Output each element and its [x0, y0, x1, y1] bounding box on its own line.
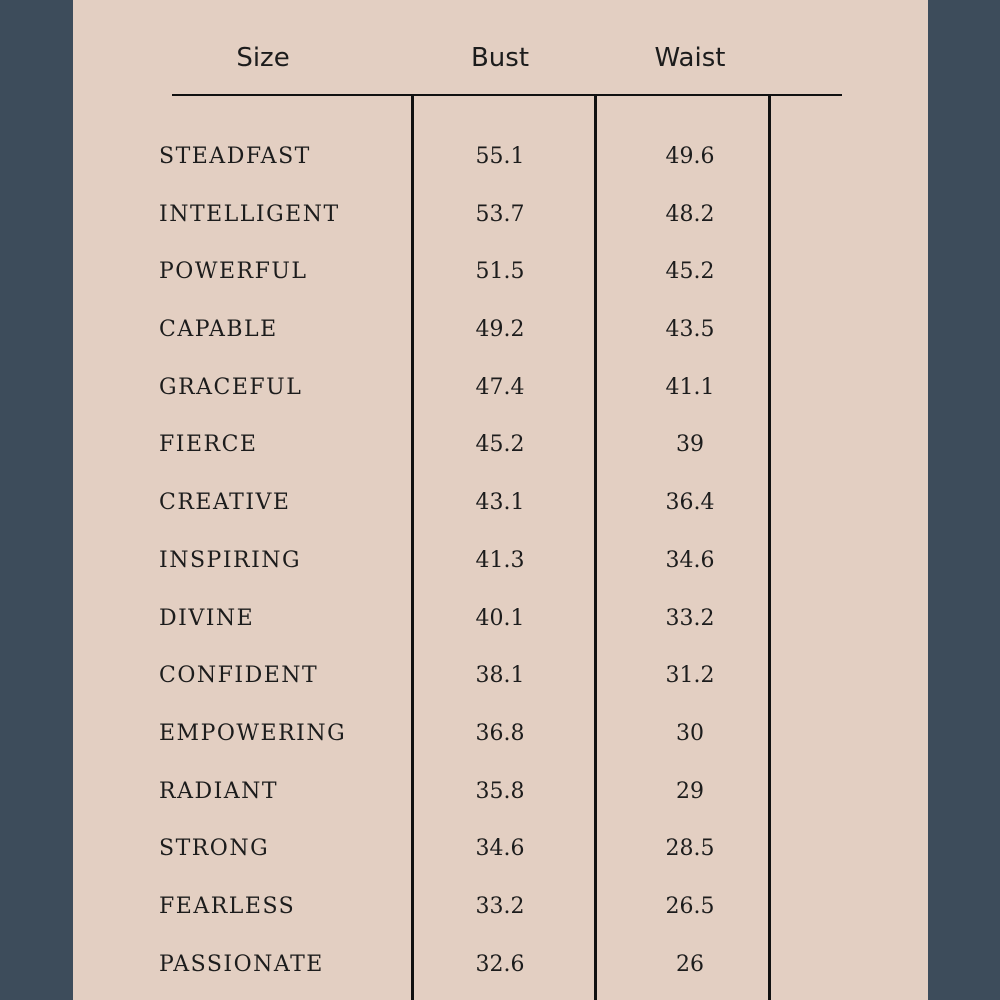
size-name-cell: DIVINE: [159, 605, 255, 631]
bust-value-cell: 36.8: [475, 720, 525, 746]
table-row: [0, 128, 1000, 186]
header-divider: [172, 94, 842, 96]
waist-value-cell: 43.5: [665, 317, 715, 343]
bust-value-cell: 43.1: [475, 490, 525, 516]
size-name-cell: STEADFAST: [159, 144, 311, 169]
size-name-cell: CAPABLE: [159, 317, 278, 343]
table-row: [0, 705, 1000, 763]
table-row: [0, 186, 1000, 244]
size-name-cell: PASSIONATE: [159, 951, 324, 977]
waist-value-cell: 29: [676, 778, 704, 804]
column-header-size: Size: [236, 43, 290, 73]
size-name-cell: CREATIVE: [159, 490, 291, 516]
size-name-cell: CONFIDENT: [159, 663, 319, 689]
bust-value-cell: 47.4: [475, 374, 525, 400]
waist-value-cell: 30: [676, 720, 704, 746]
bust-value-cell: 55.1: [475, 144, 525, 169]
table-row: [0, 763, 1000, 821]
bust-value-cell: 40.1: [475, 605, 525, 631]
waist-value-cell: 39: [676, 432, 704, 458]
table-row: [0, 820, 1000, 878]
waist-value-cell: 31.2: [665, 663, 715, 689]
size-name-cell: FIERCE: [159, 432, 258, 458]
waist-value-cell: 34.6: [665, 547, 715, 573]
bust-value-cell: 41.3: [475, 547, 525, 573]
size-name-cell: POWERFUL: [159, 259, 308, 285]
table-row: [0, 936, 1000, 994]
waist-value-cell: 49.6: [665, 144, 715, 169]
table-row: [0, 416, 1000, 474]
waist-value-cell: 26.5: [665, 893, 715, 919]
table-row: [0, 590, 1000, 648]
table-row: [0, 647, 1000, 705]
bust-value-cell: 45.2: [475, 432, 525, 458]
bust-value-cell: 49.2: [475, 317, 525, 343]
table-row: [0, 878, 1000, 936]
size-name-cell: FEARLESS: [159, 893, 296, 919]
bust-value-cell: 35.8: [475, 778, 525, 804]
bust-value-cell: 38.1: [475, 663, 525, 689]
table-row: [0, 359, 1000, 417]
bust-value-cell: 34.6: [475, 836, 525, 862]
table-row: [0, 474, 1000, 532]
size-name-cell: EMPOWERING: [159, 720, 347, 746]
waist-value-cell: 33.2: [665, 605, 715, 631]
size-name-cell: INSPIRING: [159, 547, 302, 573]
bust-value-cell: 33.2: [475, 893, 525, 919]
waist-value-cell: 36.4: [665, 490, 715, 516]
table-row: [0, 301, 1000, 359]
bust-value-cell: 53.7: [475, 201, 525, 227]
size-name-cell: RADIANT: [159, 778, 279, 804]
table-row: [0, 243, 1000, 301]
size-name-cell: INTELLIGENT: [159, 201, 340, 227]
column-header-waist: Waist: [654, 43, 726, 73]
bust-value-cell: 32.6: [475, 951, 525, 977]
column-header-bust: Bust: [470, 43, 530, 73]
size-table-body: [0, 128, 1000, 993]
bust-value-cell: 51.5: [475, 259, 525, 285]
size-name-cell: STRONG: [159, 836, 270, 862]
waist-value-cell: 41.1: [665, 374, 715, 400]
waist-value-cell: 26: [676, 951, 704, 977]
table-row: [0, 532, 1000, 590]
size-name-cell: GRACEFUL: [159, 374, 303, 400]
waist-value-cell: 28.5: [665, 836, 715, 862]
waist-value-cell: 45.2: [665, 259, 715, 285]
waist-value-cell: 48.2: [665, 201, 715, 227]
